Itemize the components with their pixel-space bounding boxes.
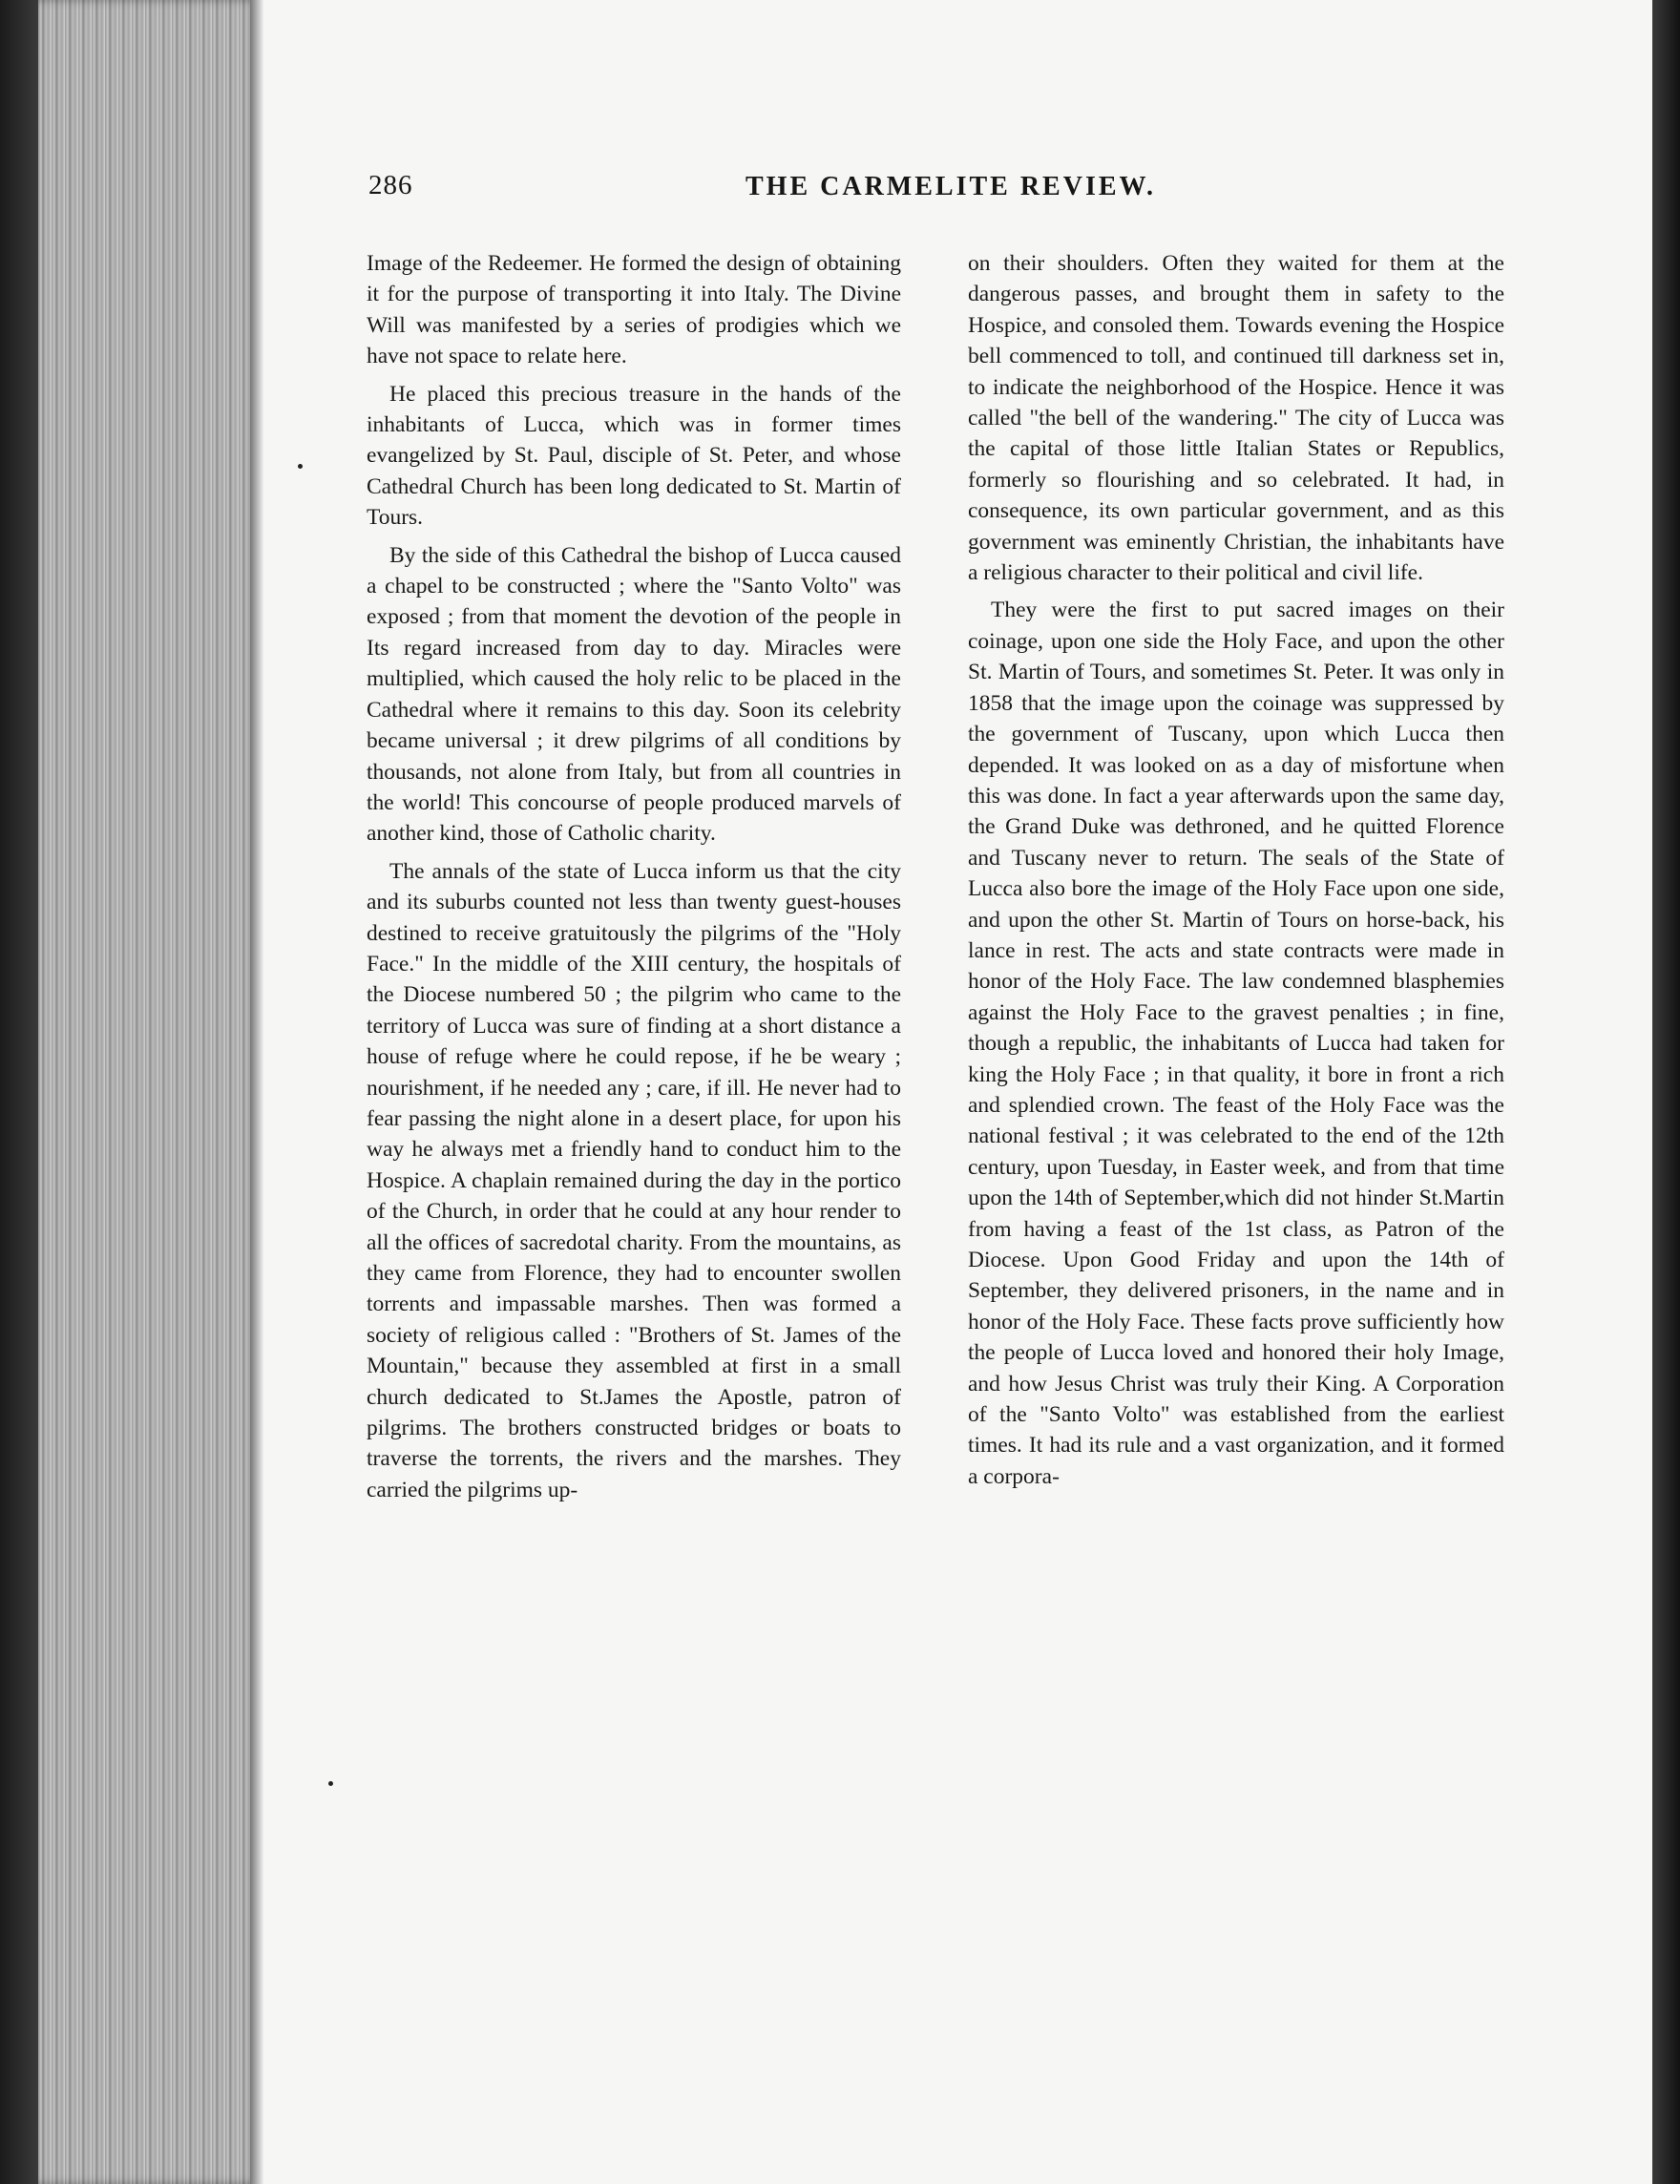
page-number: 286 [368,170,413,200]
paragraph: on their shoulders. Often they waited for them at the dangerous passes, and brought them in safety to the Hospice, and consoled them. Towards evening the Hospice bell commenced to toll, and continued till darkness set in, to indicate the neighborhood of the Hospice. Hence it was called "the bell of the wandering." The city of Lucca was the capital of those little Italian States or Republics, formerly so flourishing and so celebrated. It had, in consequence, its own particular government, and as this government was eminently Christian, the inhabitants have a religious character to their political and civil life. [968,251,1504,586]
right-column [968,248,1504,1499]
paragraph: By the side of this Cathedral the bishop of Lucca caused a chapel to be constructed ; where the "Santo Volto" was exposed ; from that moment the devotion of the people in Its regard increased from day to day. Miracles were multiplied, which caused the holy relic to be placed in the Cathedral where it remains to this day. Soon its celebrity became universal ; it drew pilgrims of all conditions by thousands, not alone from Italy, but from all countries in the world! This concourse of people produced marvels of another kind, those of Catholic charity. [367,542,901,847]
scan-speck [298,464,303,469]
paragraph: The annals of the state of Lucca inform us that the city and its suburbs counted not less than twenty guest-houses destined to receive gratuitously the pilgrims of the "Holy Face." In the middle of the XIII century, the hospitals of the Diocese numbered 50 ; the pilgrim who came to the territory of Lucca was sure of finding at a short distance a house of refuge where he could repose, if he be weary ; nourishment, if he needed any ; care, if ill. He never had to fear passing the night alone in a desert place, for upon his way he always met a friendly hand to conduct him to the Hospice. A chaplain remained during the day in the portico of the Church, in order that he could at any hour render to all the offices of sacredotal charity. From the mountains, as they came from Florence, they had to encounter swollen torrents and impassable marshes. Then was formed a society of religious called : "Brothers of St. James of the Mountain," because they assembled at first in a small church dedicated to St.James the Apostle, patron of pilgrims. The brothers constructed bridges or boats to traverse the torrents, the rivers and the marshes. They carried the pilgrims up- [367,858,901,1502]
paragraph: He placed this precious treasure in the hands of the inhabitants of Lucca, which was in former times evangelized by St. Paul, disciple of St. Peter, and whose Cathedral Church has been long dedicated to St. Martin of Tours. [367,381,901,531]
scan-margin-left [0,0,38,2184]
paragraph: Image of the Redeemer. He formed the design of obtaining it for the purpose of transporting it into Italy. The Divine Will was manifested by a series of prodigies which we have not space to relate here. [367,251,901,369]
scan-speck [328,1781,333,1786]
paragraph: They were the first to put sacred images on their coinage, upon one side the Holy Face, and upon the other St. Martin of Tours, and sometimes St. Peter. It was only in 1858 that the image upon the coinage was suppressed by the government of Tuscany, upon which Lucca then depended. It was looked on as a day of misfortune when this was done. In fact a year afterwards upon the same day, the Grand Duke was dethroned, and he quitted Florence and Tuscany never to return. The seals of the State of Lucca also bore the image of the Holy Face upon one side, and upon the other St. Martin of Tours on horse-back, his lance in rest. The acts and state contracts were made in honor of the Holy Face. The law condemned blasphemies against the Holy Face to the gravest penalties ; in fine, though a republic, the inhabitants of Lucca had taken for king the Holy Face ; in that quality, it bore in front a rich and splendied crown. The feast of the Holy Face was the national festival ; it was celebrated to the end of the 12th century, upon Tuesday, in Easter week, and from that time upon the 14th of September,which did not hinder St.Martin from having a feast of the 1st class, as Patron of the Diocese. Upon Good Friday and upon the 14th of September, they delivered prisoners, in the name and in honor of the Holy Face. These facts prove sufficiently how the people of Lucca loved and honored their holy Image, and how Jesus Christ was truly their King. A Corporation of the "Santo Volto" was established from the earliest times. It had its rule and a vast organization, and it formed a corpora- [968,598,1504,1489]
scan-margin-right [1652,0,1680,2184]
book-gutter [250,0,263,2184]
book-page-edges [38,0,262,2184]
running-head [368,170,1208,208]
journal-title: THE CARMELITE REVIEW. [746,172,1156,201]
left-column [367,248,901,1512]
